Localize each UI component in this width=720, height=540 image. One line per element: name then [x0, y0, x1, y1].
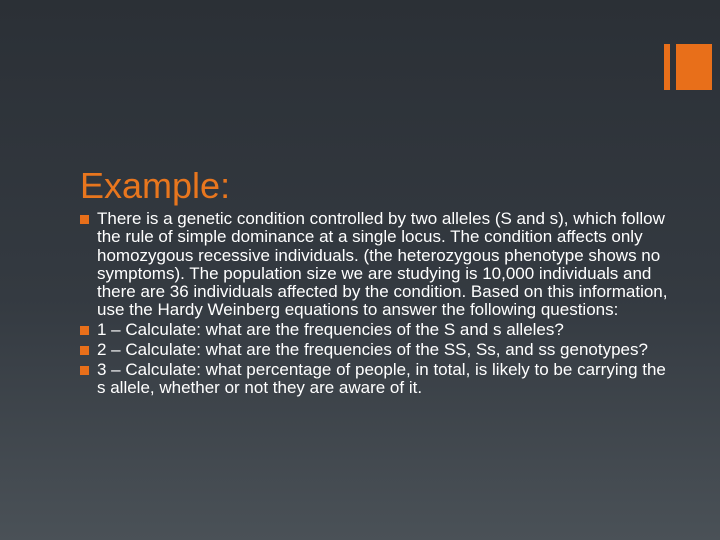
accent-block-decoration — [676, 44, 712, 90]
bullet-item — [78, 341, 668, 359]
square-bullet-icon — [80, 326, 89, 335]
square-bullet-icon — [80, 215, 89, 224]
bullet-text: 1 – Calculate: what are the frequencies of the S and s alleles? — [97, 320, 564, 340]
bullet-list — [78, 210, 668, 399]
bullet-text: 2 – Calculate: what are the frequencies of the SS, Ss, and ss genotypes? — [97, 340, 648, 360]
bullet-text: There is a genetic condition controlled by two alleles (S and s), which follow the rule of simple dominance at a single locus. The condition affects only homozygous recessive individuals. (the heterozygous phenotype shows no symptoms). The population size we are studying is 10,000 individuals and there are 36 individuals affected by the condition. Based on this information, use the Hardy Weinberg equations to answer the following questions: — [97, 209, 668, 320]
accent-bar-decoration — [664, 44, 670, 90]
square-bullet-icon — [80, 346, 89, 355]
bullet-text: 3 – Calculate: what percentage of people, in total, is likely to be carrying the s allele, whether or not they are aware of it. — [97, 359, 666, 398]
bullet-item — [78, 361, 668, 398]
square-bullet-icon — [80, 366, 89, 375]
bullet-item — [78, 210, 668, 320]
slide-title: Example: — [80, 165, 231, 206]
bullet-item — [78, 321, 668, 339]
